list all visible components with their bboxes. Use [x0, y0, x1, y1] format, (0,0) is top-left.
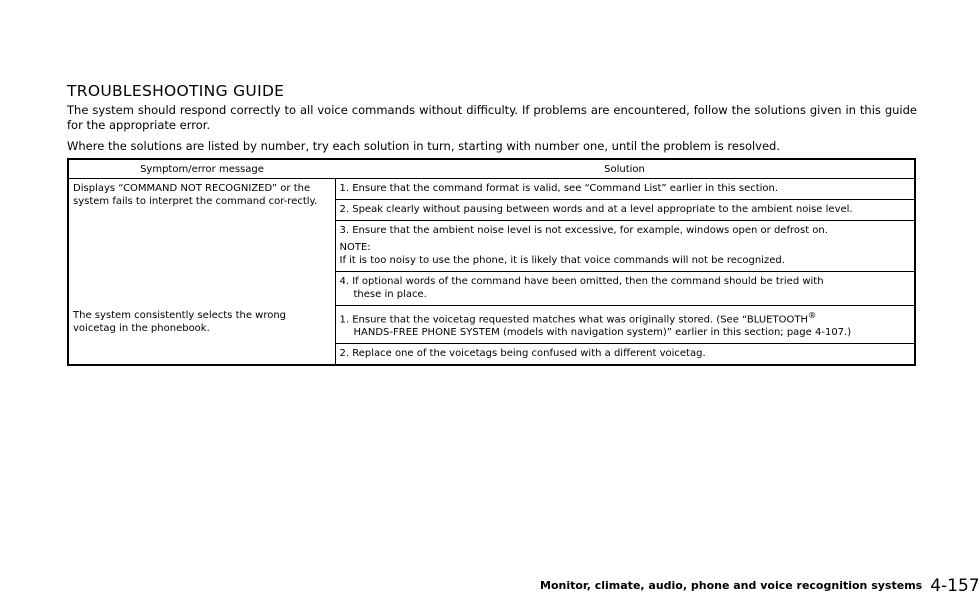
- page-number: 4-157: [930, 575, 980, 596]
- section-title: TROUBLESHOOTING GUIDE: [67, 82, 285, 100]
- solution-text: 2. Speak clearly without pausing between words and at a level appropriate to the ambient noise level.: [339, 204, 853, 215]
- solution-continuation: HANDS-FREE PHONE SYSTEM (models with navigation system)” earlier in this section; page 4-107.): [353, 327, 852, 339]
- symptom-cell: The system consistently selects the wrong voicetag in the phonebook.: [68, 306, 335, 366]
- solution-cell: [335, 200, 915, 221]
- table-header-row: [68, 159, 915, 179]
- solution-text: 4. If optional words of the command have been omitted, then the command should be tried with: [339, 276, 824, 287]
- column-header-solution: Solution: [335, 159, 915, 179]
- solution-text: 3. Ensure that the ambient noise level is not excessive, for example, windows open or defrost on.: [339, 225, 828, 236]
- page-footer: [540, 575, 980, 596]
- table-row: [68, 179, 915, 200]
- solution-cell: [335, 344, 915, 366]
- intro-paragraph: The system should respond correctly to all voice commands without difficulty. If problems are encountered, follow the solutions given in this guide for the appropriate error.: [67, 103, 917, 132]
- solution-text: 1. Ensure that the voicetag requested matches what was originally stored. (See “BLUETOOTH: [339, 314, 808, 326]
- note-label: NOTE:: [339, 242, 371, 253]
- solution-cell: [335, 179, 915, 200]
- solution-cell: [335, 272, 915, 306]
- solution-continuation: these in place.: [353, 289, 427, 300]
- symptom-cell: Displays “COMMAND NOT RECOGNIZED” or the system fails to interpret the command cor-rectly.: [68, 179, 335, 306]
- solution-text: 1. Ensure that the command format is valid, see “Command List” earlier in this section.: [339, 183, 779, 194]
- solution-text: 2. Replace one of the voicetags being confused with a different voicetag.: [339, 348, 706, 360]
- note-text: If it is too noisy to use the phone, it is likely that voice commands will not be recognized.: [339, 255, 785, 266]
- solution-cell: [335, 221, 915, 272]
- column-header-symptom: Symptom/error message: [68, 159, 335, 179]
- registered-mark: ®: [807, 310, 817, 320]
- instruction-paragraph: Where the solutions are listed by number, try each solution in turn, starting with number one, until the problem is resolved.: [67, 139, 781, 153]
- solution-cell: [335, 306, 915, 344]
- table-row: [68, 306, 915, 344]
- troubleshooting-table: [67, 158, 916, 366]
- footer-section-title: Monitor, climate, audio, phone and voice recognition systems: [540, 579, 923, 592]
